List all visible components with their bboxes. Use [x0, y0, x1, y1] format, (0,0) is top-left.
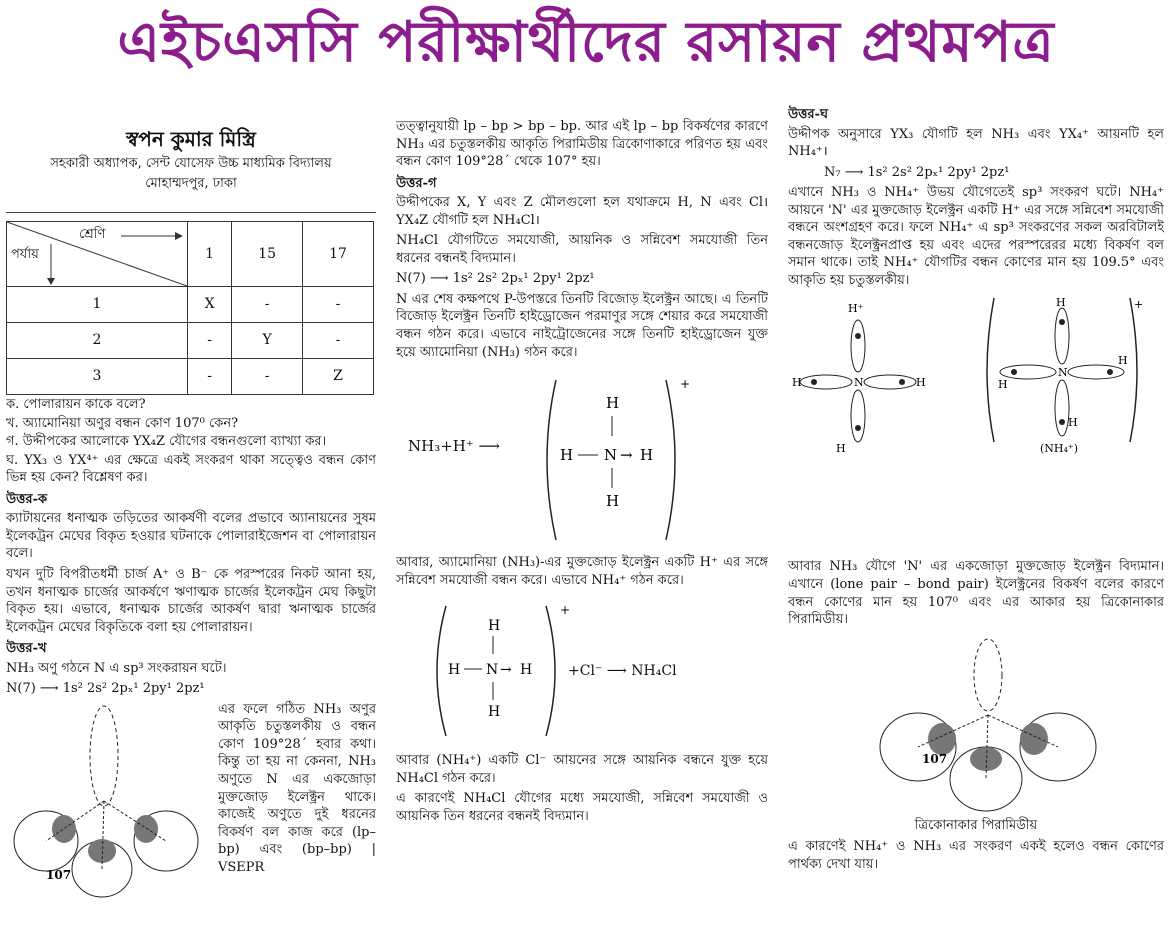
col2-para2: উদ্দীপকের X, Y এবং Z মৌলগুলো হল যথাক্রমে H, N এবং Cl। YX₄Z যৌগটি হল NH₄Cl। — [396, 195, 768, 228]
col2-para3: NH₄Cl যৌগটিতে সমযোজী, আয়নিক ও সন্নিবেশ সমযোজী তিন ধরনের বন্ধনই বিদ্যমান। — [396, 233, 768, 266]
col3-para1: উদ্দীপক অনুসারে YX₃ যৌগটি হল NH₃ এবং YX₄⁺ আয়নটি হল NH₄⁺। — [788, 126, 1164, 160]
col3-para4: আবার NH₃ যৌগে 'N' এর একজোড়া মুক্তজোড় ইলেক্ট্রন বিদ্যমান। এখানে (lone pair – bond pair) ইলেক্ট্রনের বিকর্ষণ বলের কারণে বন্ধন কোণের মান হয় 107⁰ এবং এর আকার হয় ত্রিকোনাকার পিরামিডীয়। — [788, 559, 1164, 628]
svg-text:+: + — [560, 603, 571, 618]
table-row — [7, 287, 374, 323]
nh4-orbital-diagrams — [788, 292, 1164, 472]
author-affiliation: সহকারী অধ্যাপক, সেন্ট যোসেফ উচ্চ মাধ্যমিক বিদ্যালয় — [50, 156, 332, 171]
nh4-structure-1 — [536, 370, 768, 550]
svg-text:H: H — [1118, 354, 1128, 368]
question-gha: ঘ. YX₃ ও YX⁴⁺ এর ক্ষেত্রে একই সংকরণ থাকা সত্ত্বেও বন্ধন কোণ ভিন্ন হয় কেন? বিশ্লেষণ কর। — [6, 452, 376, 486]
svg-text:H: H — [606, 492, 620, 511]
divider — [6, 212, 376, 213]
table-row — [7, 323, 374, 359]
angle-label: 107 — [46, 867, 72, 882]
svg-text:H: H — [792, 376, 802, 390]
svg-text:N: N — [1058, 366, 1068, 380]
nh4-orbital-diagram-1 — [788, 296, 938, 466]
col2-para7: আবার (NH₄⁺) একটি Cl⁻ আয়নের সঙ্গে আয়নিক বন্ধনে যুক্ত হয়ে NH₄Cl গঠন করে। — [396, 753, 768, 786]
col-15: 15 — [232, 222, 303, 287]
svg-text:→: → — [500, 662, 512, 679]
banner — [0, 0, 1172, 92]
col2-config: N(7) ⟶ 1s² 2s² 2pₓ¹ 2py¹ 2pz¹ — [396, 271, 595, 287]
svg-text:H⁺: H⁺ — [848, 302, 864, 316]
cell: 3 — [7, 359, 188, 395]
svg-text:N: N — [486, 662, 499, 679]
nh3-orbital-diagram-2 — [868, 635, 1108, 815]
author-location: মোহাম্মদপুর, ঢাকা — [145, 175, 237, 191]
table-corner — [7, 222, 188, 287]
col2-para5: N এর শেষ কক্ষপথে P-উপস্তরে তিনটি বিজোড় ইলেক্ট্রন আছে। এ তিনটি বিজোড় ইলেক্ট্রন তিনটি হাইড্রোজেন পরমাণুর সঙ্গে শেয়ার করে সমযোজী বন্ধন গঠন করে। এভাবে নাইট্রোজেনের সঙ্গে তিনটি হাইড্রোজেন যুক্ত হয়ে অ্যামোনিয়া (NH₃) গঠন করে। — [396, 291, 768, 360]
answer-kha-para3: এর ফলে গঠিত NH₃ অণুর আকৃতি চতুস্তলকীয় ও বন্ধন কোণ 109°28´ হবার কথা। কিন্তু তা হয় না কেননা, NH₃ অণুতে N এর একজোড়া মুক্তজোড় ইলেক্ট্রন থাকে। কাজেই অণুতে দুই ধরনের বিকর্ষণ বল কাজ করে (lp–bp) এবং (bp–bp) | VSEPR — [218, 701, 376, 875]
equation-2: +Cl⁻ ⟶ NH₄Cl — [568, 663, 677, 680]
svg-text:H: H — [998, 378, 1008, 392]
col-head: শ্রেণি — [79, 227, 106, 243]
svg-text:+: + — [680, 377, 691, 392]
col2-para6: আবার, অ্যামোনিয়া (NH₃)-এর মুক্তজোড় ইলেক্ট্রন একটি H⁺ এর সঙ্গে সন্নিবেশ সমযোজী বন্ধন করে। এভাবে NH₄⁺ গঠন করে। — [396, 555, 768, 588]
diagram-caption: ত্রিকোনাকার পিরামিডীয় — [914, 817, 1038, 833]
answer-gha-heading: উত্তর-ঘ — [788, 107, 829, 122]
nh3-orbital-diagram-1 — [6, 701, 206, 901]
svg-text:H: H — [560, 446, 574, 465]
nh4cl-formation — [396, 592, 768, 752]
svg-text:H: H — [836, 442, 846, 456]
svg-text:→: → — [620, 446, 633, 465]
row-head: পর্যায় — [11, 247, 39, 263]
author-name: স্বপন কুমার মিস্ত্রি — [126, 127, 256, 151]
cell: Y — [232, 323, 303, 359]
cell: 2 — [7, 323, 188, 359]
periodic-table — [6, 221, 374, 395]
cell: - — [232, 359, 303, 395]
cell: 1 — [7, 287, 188, 323]
col-1: 1 — [188, 222, 232, 287]
nh4-structure-2 — [426, 596, 576, 746]
nh4-label: (NH₄⁺) — [1040, 442, 1079, 456]
svg-text:H: H — [488, 704, 501, 721]
svg-text:H: H — [448, 662, 461, 679]
column-1 — [6, 100, 376, 930]
svg-text:H: H — [1056, 296, 1066, 310]
cell: X — [188, 287, 232, 323]
svg-text:+: + — [1134, 298, 1144, 312]
answer-kha-para1: NH₃ অণু গঠনে N এ sp³ সংকরায়ন ঘটে। — [6, 660, 227, 676]
question-ka: ক. পোলারায়ন কাকে বলে? — [6, 397, 146, 413]
svg-text:N: N — [854, 376, 864, 390]
svg-text:H: H — [1068, 416, 1078, 430]
svg-text:H: H — [640, 446, 654, 465]
answer-kha-config: N(7) ⟶ 1s² 2s² 2pₓ¹ 2py¹ 2pz¹ — [6, 681, 205, 697]
angle-label-2: 107 — [922, 751, 948, 766]
nh4-orbital-diagram-2 — [978, 292, 1158, 462]
equation-1: NH₃+H⁺ ⟶ — [408, 437, 501, 456]
col3-para5: এ কারণেই NH₄⁺ ও NH₃ এর সংকরণ একই হলেও বন্ধন কোণের পার্থক্য দেখা যায়। — [788, 839, 1164, 872]
col3-para3: এখানে NH₃ ও NH₄⁺ উভয় যৌগেতেই sp³ সংকরণ ঘটে। NH₄⁺ আয়নে 'N' এর মুক্তজোড় ইলেক্ট্রন একটি H⁺ এর সঙ্গে সন্নিবেশ সমযোজী বন্ধনে অংশগ্রহণ করে। ফলে NH₄⁺ এ sp³ সংকরণের সকল অরবিটালই বন্ধনজোড় ইলেক্ট্রনপ্রাপ্ত হয় এবং এদের পরস্পরেরর মধ্যে বিকর্ষণ বল সমান থাকে। তাই NH₄⁺ যৌগটির বন্ধন কোণের মান হয় 109.5° এবং আকৃতি হয় চতুস্তলকীয়। — [788, 185, 1164, 288]
col-17: 17 — [303, 222, 374, 287]
cell: - — [188, 359, 232, 395]
cell: - — [303, 287, 374, 323]
table-row — [7, 359, 374, 395]
svg-text:H: H — [606, 394, 620, 413]
cell: - — [303, 323, 374, 359]
col2-para1: তত্ত্বানুযায়ী lp – bp > bp – bp. আর এই lp – bp বিকর্ষণের কারণে NH₃ এর চতুস্তলকীয় আকৃতি পিরামিডীয় ত্রিকোণাকারে পরিণত হয় এবং বন্ধন কোণ 109°28´ থেকে 107° হয়। — [396, 119, 768, 170]
svg-text:H: H — [916, 376, 926, 390]
question-kha: খ. অ্যামোনিয়া অণুর বন্ধন কোণ 107⁰ কেন? — [6, 415, 239, 431]
svg-text:N: N — [604, 446, 618, 465]
answer-ka-heading: উত্তর-ক — [6, 491, 48, 507]
answer-ka-para2: যখন দুটি বিপরীতধর্মী চার্জ A⁺ ও B⁻ কে পরস্পরের নিকট আনা হয়, তখন ধনাত্মক চার্জের আকর্ষণে ঋণাত্মক চার্জের ইলেকট্রন মেঘ কিছুটা বিকৃত হয়। এভাবে, ধনাত্মক চার্জের আকর্ষণ দ্বারা ঋনাত্মক চার্জের ইলেকট্রন মেঘের বিকৃতিকে বলা হয় পোলারায়ন। — [6, 567, 376, 635]
banner-title: এইচএসসি পরীক্ষার্থীদের রসায়ন প্রথমপত্র — [117, 10, 1055, 75]
cell: - — [232, 287, 303, 323]
col2-para8: এ কারণেই NH₄Cl যৌগের মধ্যে সমযোজী, সন্নিবেশ সমযোজী ও আয়নিক তিন ধরনের বন্ধনই বিদ্যমান। — [396, 791, 768, 824]
col3-config: N₇ ⟶ 1s² 2s² 2pₓ¹ 2py¹ 2pz¹ — [824, 164, 1010, 180]
svg-text:H: H — [520, 662, 533, 679]
column-2 — [396, 100, 768, 930]
question-ga: গ. উদ্দীপকের আলোকে YX₄Z যৌগের বন্ধনগুলো ব্যাখ্যা কর। — [6, 434, 327, 450]
answer-ka-para1: ক্যাটায়নের ধনাত্মক তড়িতের আকর্ষণী বলের প্রভাবে অ্যানায়নের সুষম ইলেকট্রন মেঘের বিকৃত হওয়ার ঘটনাকে পোলারাইজেশন বা পোলারায়ন বলে। — [6, 511, 376, 562]
answer-ga-heading: উত্তর-গ — [396, 175, 437, 191]
answer-kha-heading: উত্তর-খ — [6, 641, 47, 657]
cell: Z — [303, 359, 374, 395]
cell: - — [188, 323, 232, 359]
svg-text:H: H — [488, 618, 501, 635]
nh4-formation — [396, 364, 768, 554]
column-3 — [788, 100, 1164, 930]
